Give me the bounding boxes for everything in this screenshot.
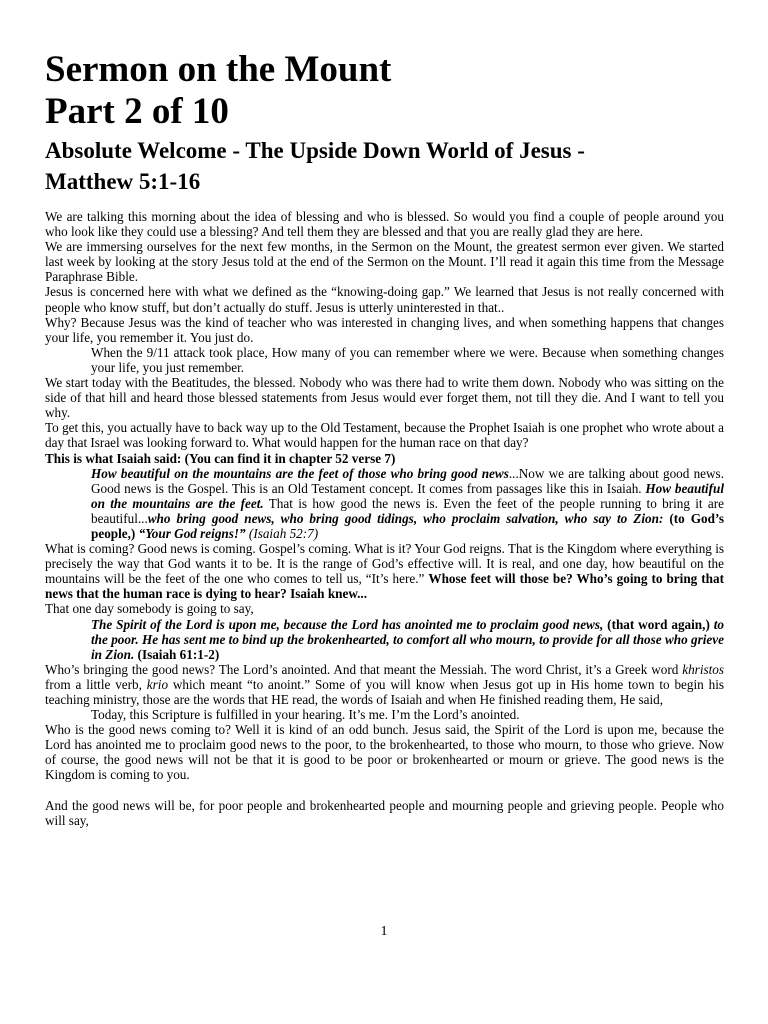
subtitle-line-2: Matthew 5:1-16	[45, 169, 201, 194]
paragraph: We are immersing ourselves for the next few months, in the Sermon on the Mount, the greatest sermon ever given. We started last week by looking at the story Jesus told at the end of the Sermon on the Mount. I’ll read it again this time from the Message Paraphrase Bible.	[45, 239, 724, 285]
quote-text: “Your God reigns!”	[138, 525, 246, 541]
document-title: Sermon on the Mount	[45, 49, 392, 90]
paragraph: Who is the good news coming to? Well it is kind of an odd bunch. Jesus said, the Spirit of the Lord is upon me, because the Lord has anointed me to proclaim good news to the poor, to the brokenhearted, to those who mourn, to those who grieve. Now of course, the good news will not be that it is good to be poor or brokenhearted or mourn or grieve. The good news is the Kingdom is coming to you.	[45, 722, 724, 783]
scripture-quote	[45, 466, 724, 541]
commentary-text: ...Now we are talking about good news. Good news is the Gospel. This is an Old Testament concept. It comes from passages like this in Isaiah.	[91, 465, 724, 496]
scripture-reference: (Isaiah 61:1-2)	[134, 646, 220, 662]
scripture-intro: This is what Isaiah said: (You can find it in chapter 52 verse 7)	[45, 450, 396, 466]
subtitle-line-1: Absolute Welcome - The Upside Down World of Jesus -	[45, 138, 585, 163]
paragraph: We start today with the Beatitudes, the blessed. Nobody who was there had to write them down. Nobody who was sitting on the side of that hill and heard those blessed statements from Jesus would ever forget them, not till they die. And I want to tell you why.	[45, 375, 724, 421]
indented-paragraph: Today, this Scripture is fulfilled in your hearing. It’s me. I’m the Lord’s anointed.	[91, 707, 520, 723]
document-body	[45, 209, 724, 828]
greek-word: khristos	[682, 661, 724, 677]
commentary-text: That is how good the news is. Even the feet of the people running to bring it are beautiful...	[91, 495, 724, 526]
paragraph: To get this, you actually have to back way up to the Old Testament, because the Prophet Isaiah is one prophet who wrote about a day that Israel was looking forward to. What would happen for the human race on that day?	[45, 420, 724, 451]
quote-text: who bring good news, who bring good tidings, who proclaim salvation, who say to Zion:	[147, 510, 664, 526]
scripture-quote	[45, 617, 724, 662]
paragraph: We are talking this morning about the idea of blessing and who is blessed. So would you find a couple of people around you who look like they could use a blessing? And tell them they are blessed and that you are really glad they are here.	[45, 209, 724, 240]
document-page	[45, 48, 724, 828]
paragraph-text: which meant “to anoint.” Some of you will know when Jesus got up in His home town to begin his teaching ministry, those are the words that HE read, the words of Isaiah and when He finished reading them, He said,	[45, 676, 724, 707]
paragraph: That one day somebody is going to say,	[45, 601, 254, 617]
paragraph: Jesus is concerned here with what we defined as the “knowing-doing gap.” We learned that Jesus is not really concerned with people who know stuff, but don’t actually do stuff. Jesus is utterly uninterested in that..	[45, 284, 724, 315]
scripture-reference: (Isaiah 52:7)	[245, 525, 319, 541]
quote-text: The Spirit of the Lord is upon me, because the Lord has anointed me to proclaim good news,	[91, 616, 604, 632]
bold-aside: (that word again,)	[603, 616, 714, 632]
paragraph: Why? Because Jesus was the kind of teacher who was interested in changing lives, and when something happens that changes your life, you remember it. You just do.	[45, 314, 724, 345]
indented-paragraph: When the 9/11 attack took place, How many of you can remember where we were. Because when something changes your life, you just remember.	[91, 344, 724, 375]
greek-word: krio	[146, 676, 169, 692]
paragraph	[45, 662, 724, 707]
paragraph-text: Who’s bringing the good news? The Lord’s anointed. And that meant the Messiah. The word Christ, it’s a Greek word	[45, 661, 683, 677]
paragraph-text: from a little verb,	[45, 676, 147, 692]
paragraph-text: What is coming? Good news is coming. Gospel’s coming. What is it? Your God reigns. That is the Kingdom where everything is precisely the way that God wants it to be. It is the range of God’s effective will. It is real, and one day, how beautiful on the mountains will be the feet of the one who comes to tell us, “It’s here.”	[45, 541, 724, 587]
paragraph: And the good news will be, for poor people and brokenhearted people and mourning people and grieving people. People who will say,	[45, 797, 724, 828]
quote-text: How beautiful on the mountains are the feet.	[91, 480, 724, 511]
bold-aside: (to God’s people,)	[91, 510, 724, 541]
paragraph	[45, 541, 724, 601]
bold-text: Whose feet will those be? Who’s going to bring that news that the human race is dying to hear? Isaiah knew...	[45, 571, 724, 602]
page-number: 1	[380, 924, 388, 939]
part-heading: Part 2 of 10	[45, 91, 229, 132]
quote-text: How beautiful on the mountains are the feet of those who bring good news	[91, 465, 509, 481]
quote-text: to the poor. He has sent me to bind up the brokenhearted, to comfort all who mourn, to provide for all those who grieve in Zion.	[91, 616, 724, 662]
